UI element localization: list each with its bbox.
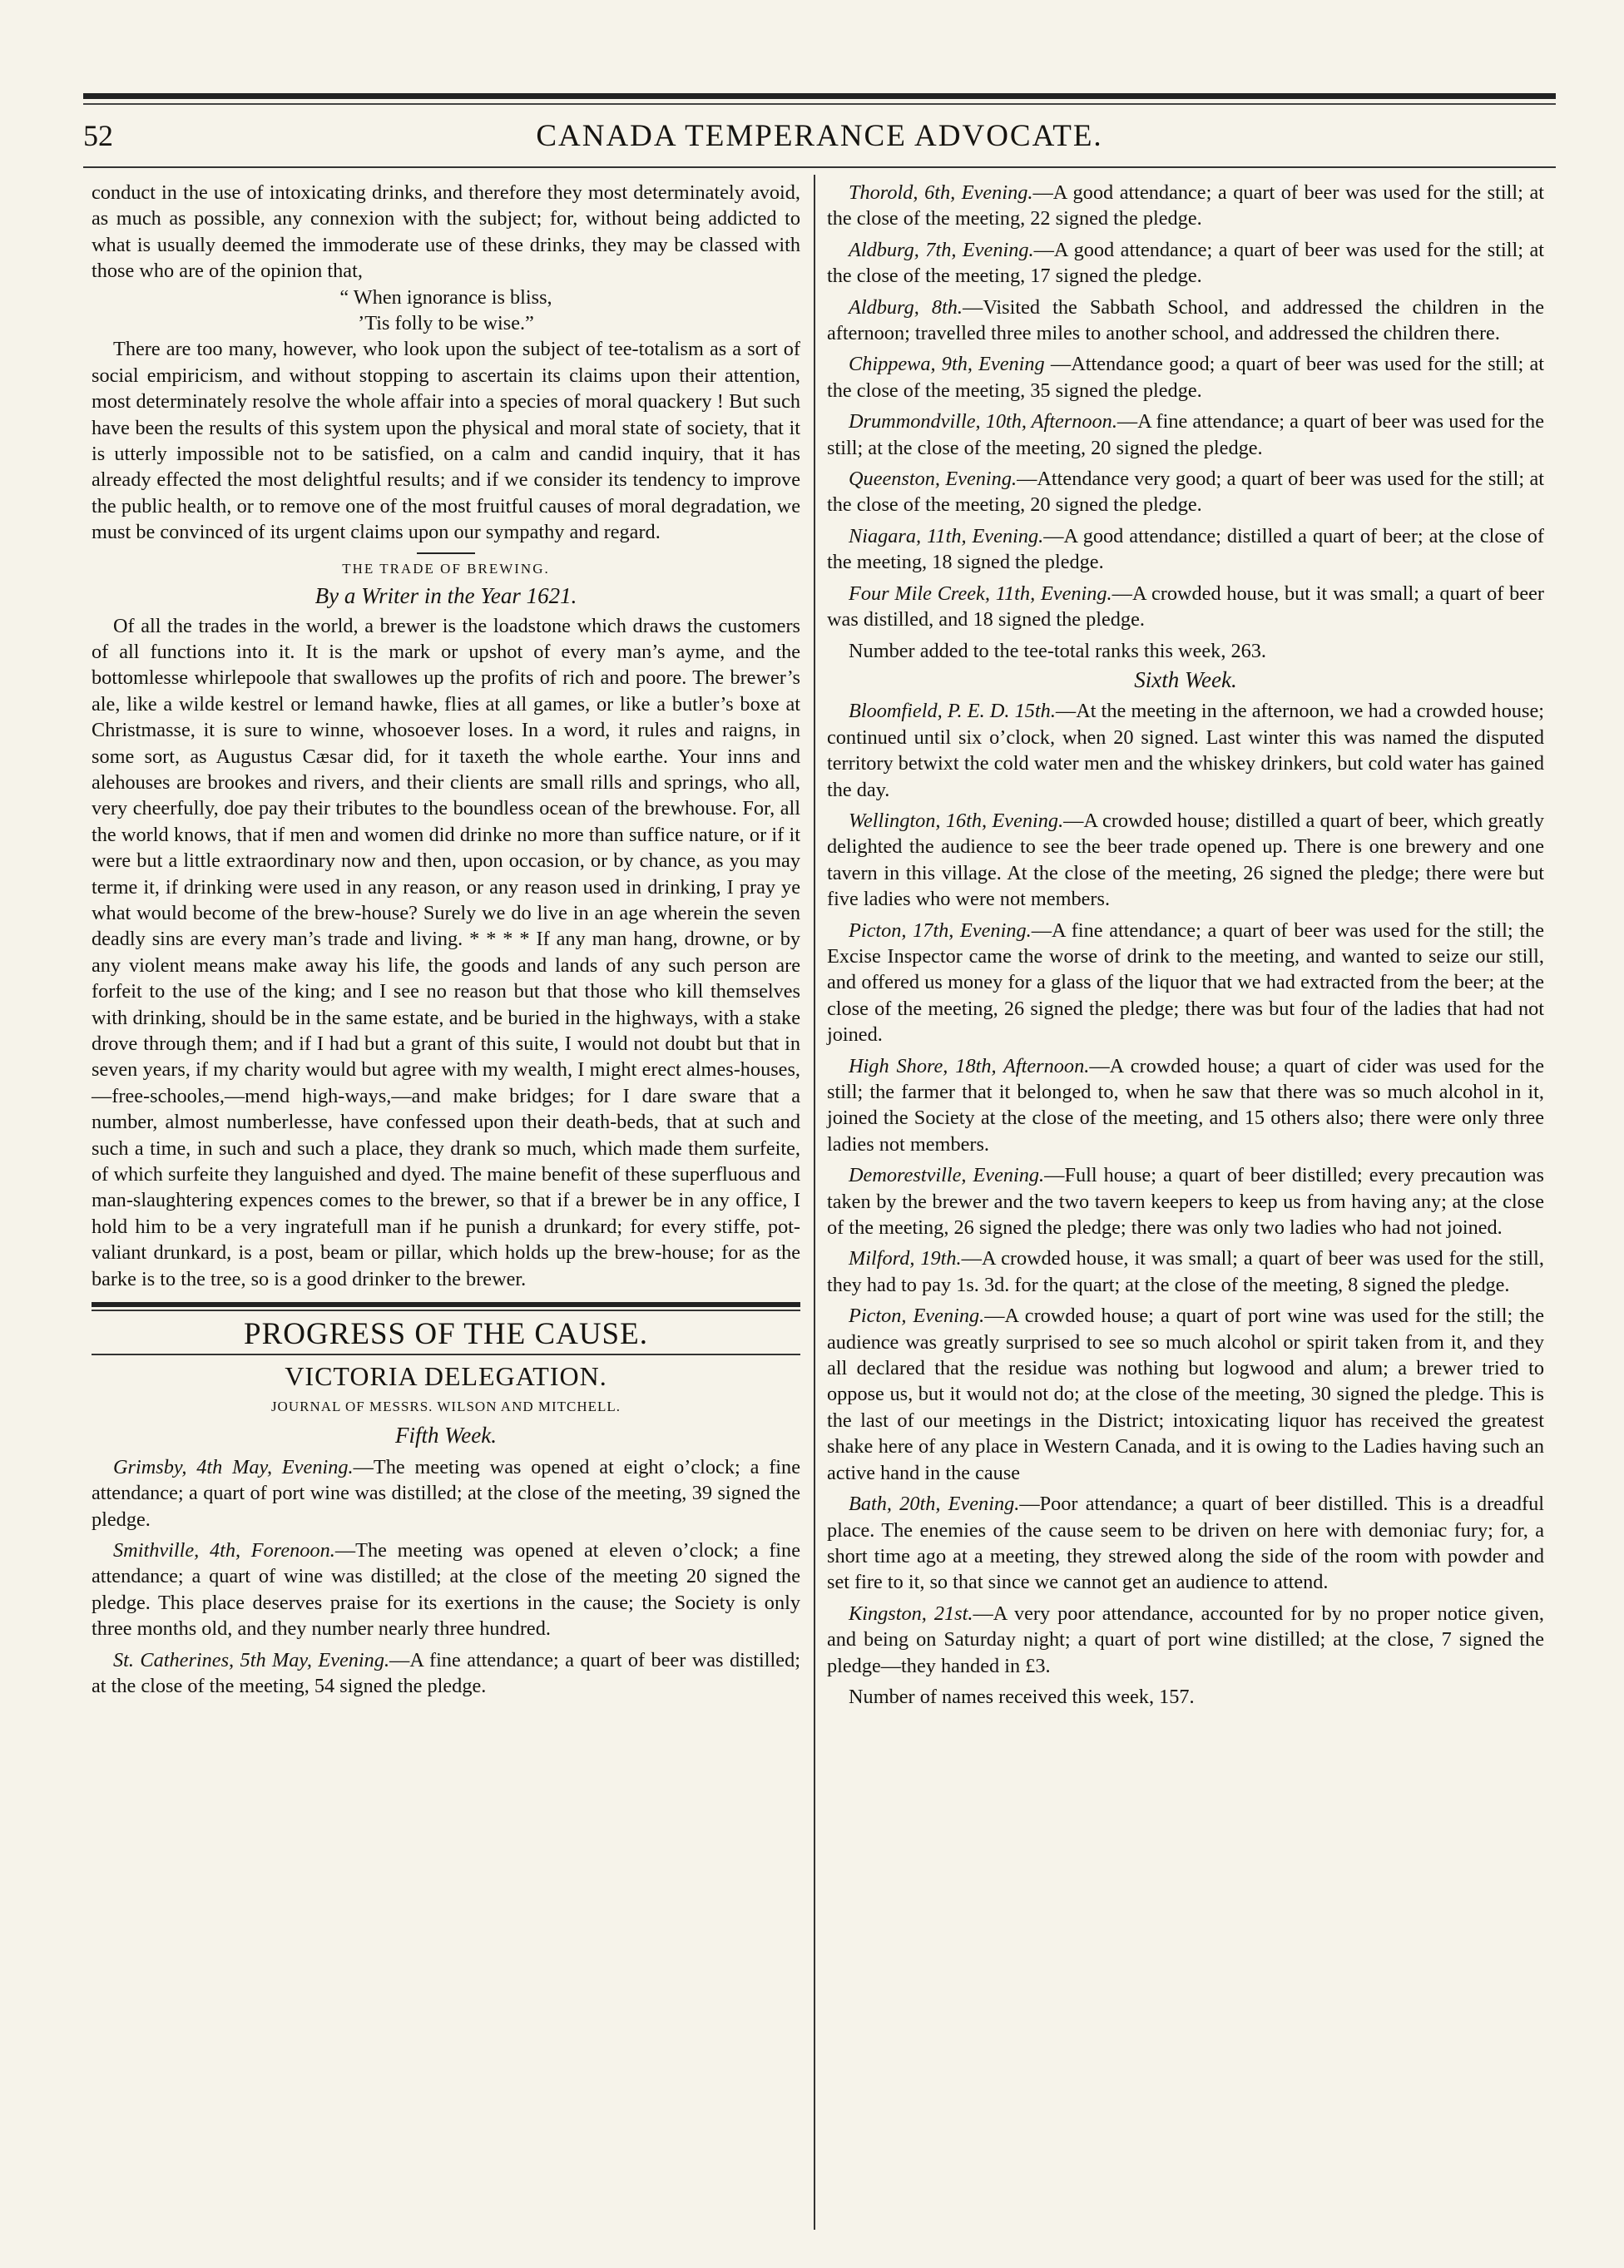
top-rule-thin (83, 103, 1556, 105)
entry-text: —Attendance good; a quart of beer was used for the still; at the close of the meeting, 35 signed the pledge. (827, 353, 1544, 402)
week-heading-sixth: Sixth Week. (1134, 666, 1237, 692)
double-rule-thick (92, 1302, 800, 1307)
entry-text: —A crowded house, it was small; a quart of beer was used for the still, they had to pay 1s. 3d. for the quart; at the close of the meeting, 8 signed the pledge. (827, 1247, 1545, 1296)
entry-place: Niagara, 11th, Evening. (849, 524, 1044, 547)
journal-entry (827, 581, 1544, 633)
top-rule (83, 93, 1556, 99)
entry-place: Aldburg, 8th. (849, 295, 963, 319)
entry-text: —A very poor attendance, accounted for by no proper notice given, and being on Saturday night; a quart of port wine distilled; at the close, 7 signed the pledge—they handed in £3. (827, 1602, 1545, 1677)
journal-entry (92, 1454, 800, 1533)
journal-entry (92, 1647, 800, 1700)
entry-text: —A fine attendance; a quart of beer was used for the still; at the close of the meeting, 20 signed the pledge. (827, 410, 1544, 459)
entry-place: Queenston, Evening. (849, 468, 1017, 491)
entry-text: —A crowded house; distilled a quart of beer, which greatly delighted the audience to see the beer trade opened up. There is one brewery and one tavern in this village. At the close of the meeting, 26 signed the pledge; there were but five ladies who were not members. (827, 809, 1544, 911)
journal-entry (827, 1053, 1544, 1158)
entry-text: —Visited the Sabbath School, and addressed the children in the afternoon; travelled three miles to another school, and addressed the children there. (827, 295, 1544, 345)
journal-entry (827, 918, 1544, 1048)
teetotalism-paragraph: There are too many, however, who look upon the subject of tee-totalism as a sort of social empiricism, and without stopping to ascertain its claims upon their attention, most determinately resolve the whole affair into a species of moral quackery ! But such have been the results of this system upon the physical and moral state of society, that it is utterly impossible not to be satisfied, on a calm and candid inquiry, that it has already effected the most delightful results; and if we consider its tendency to improve the public health, or to remove one of the most fruitful causes of moral degradation, we must be convinced of its urgent claims upon our sympathy and regard. (92, 338, 800, 544)
journal-entry (827, 466, 1544, 518)
header-rule (83, 166, 1556, 168)
entry-text: —The meeting was opened at eight o’clock; a fine attendance; a quart of port wine was distilled; at the close of the meeting, 39 signed the pledge. (92, 1455, 800, 1531)
entry-place: Thorold, 6th, Evening. (849, 181, 1033, 204)
journal-entry (827, 1245, 1544, 1298)
progress-section-title: PROGRESS OF THE CAUSE. (244, 1317, 648, 1352)
entry-place: Kingston, 21st. (849, 1602, 973, 1625)
journal-entry (827, 409, 1544, 461)
entry-text: —A crowded house; a quart of port wine was used for the still; the audience was greatly surprised to see so much alcohol or spirit taken from it, and they all declared that the residue was nothing but logwood and alum; a brewer tried to oppose us, but it would not do; at the close of the meeting, 30 signed the pledge. This is the last of our meetings in the District; intoxicating liquor has received the greatest shake here of any place in Western Canada, and it is owing to the Ladies having such an active hand in the cause (827, 1305, 1544, 1484)
verse-line-1: “ When ignorance is bliss, (339, 285, 552, 309)
week-heading-fifth: Fifth Week. (395, 1423, 497, 1448)
entry-place: Picton, Evening. (849, 1305, 985, 1328)
entry-text: —Poor attendance; a quart of beer distilled. This is a dreadful place. The enemies of the cause seem to be driven on here with demoniac fury; for, a short time ago at a meeting, they strewed along the side of the room with powder and set fire to it, so that since we cannot get an audience to attend. (827, 1493, 1544, 1594)
entry-text: —The meeting was opened at eleven o’clock; a fine attendance; a quart of wine was distilled; at the close of the meeting 20 signed the pledge. This place deserves praise for its exertions in the cause; the Society is only three months old, and they number nearly three hundred. (92, 1538, 800, 1641)
journal-entry (827, 351, 1544, 404)
entry-text: —Attendance very good; a quart of beer was used for the still; at the close of the meeting, 20 signed the pledge. (827, 468, 1544, 517)
entry-text: —A good attendance; a quart of beer was used for the still; at the close of the meeting, 22 signed the pledge. (827, 181, 1544, 230)
left-column (92, 180, 800, 1704)
journal-entry (827, 808, 1544, 913)
entry-place: Demorestville, Evening. (849, 1164, 1045, 1187)
right-column (827, 180, 1544, 1710)
week-total-sixth: Number of names received this week, 157. (849, 1685, 1195, 1708)
journal-entry (827, 295, 1544, 347)
entry-place: High Shore, 18th, Afternoon. (849, 1054, 1090, 1077)
journal-entry (827, 237, 1544, 290)
journal-entry (827, 1303, 1544, 1486)
page-number: 52 (83, 119, 113, 152)
entry-place: Picton, 17th, Evening. (849, 919, 1032, 942)
brewing-article-byline: By a Writer in the Year 1621. (314, 583, 577, 609)
newspaper-title: CANADA TEMPERANCE ADVOCATE. (536, 119, 1103, 153)
entry-place: Drummondville, 10th, Afternoon. (849, 410, 1117, 433)
column-divider (814, 175, 815, 2230)
journal-entry (827, 180, 1544, 232)
journal-entry (827, 1162, 1544, 1240)
journal-entry (92, 1538, 800, 1642)
entry-place: Four Mile Creek, 11th, Evening. (849, 582, 1112, 605)
entry-text: —A fine attendance; a quart of beer was distilled; at the close of the meeting, 54 signed the pledge. (92, 1648, 800, 1697)
entry-place: Wellington, 16th, Evening. (849, 809, 1064, 832)
brewing-article-title: THE TRADE OF BREWING. (342, 560, 550, 577)
double-rule-thin (92, 1310, 800, 1311)
intro-paragraph: conduct in the use of intoxicating drinks, and therefore they most determinately avoid, as much as possible, any connexion with the subject; for, without being addicted to what is usually deemed the immoderate use of these drinks, they may be classed with those who are of the opinion that, (92, 181, 800, 283)
verse-line-2: ’Tis folly to be wise.” (358, 312, 534, 335)
entry-text: —A good attendance; a quart of beer was used for the still; at the close of the meeting, 17 signed the pledge. (827, 238, 1544, 288)
entry-text: —A crowded house; a quart of cider was used for the still; the farmer that it belonged to, when he saw that there was so much alcohol in it, joined the Society at the close of the meeting, and 15 others also; there were only three ladies not members. (827, 1054, 1544, 1156)
page-header (83, 118, 1556, 165)
entry-place: Milford, 19th. (849, 1247, 962, 1270)
entry-text: —At the meeting in the afternoon, we had a crowded house; continued until six o’clock, when 20 signed. Last winter this was named the disputed territory betwixt the cold water men and the whiskey drinkers, but cold water has gained the day. (827, 700, 1544, 801)
delegation-title: VICTORIA DELEGATION. (285, 1361, 607, 1392)
entry-place: Bloomfield, P. E. D. 15th. (849, 700, 1056, 723)
journal-entry (827, 698, 1544, 803)
journal-entry (827, 1491, 1544, 1596)
journal-title: JOURNAL OF MESSRS. WILSON AND MITCHELL. (270, 1398, 621, 1414)
week-total-fifth: Number added to the tee-total ranks this week, 263. (849, 639, 1266, 662)
entry-place: Grimsby, 4th May, Evening. (113, 1455, 354, 1478)
entry-place: Aldburg, 7th, Evening. (849, 238, 1034, 261)
entry-place: St. Catherines, 5th May, Evening. (113, 1648, 390, 1671)
entry-place: Chippewa, 9th, Evening (849, 353, 1045, 376)
progress-rule (92, 1354, 800, 1355)
entry-text: —A crowded house, but it was small; a quart of beer was distilled, and 18 signed the pledge. (827, 582, 1544, 631)
entry-text: —A fine attendance; a quart of beer was used for the still; the Excise Inspector came the worse of drink to the meeting, and wanted to seize our still, and offered us money for a glass of the liquor that we had extracted from the beer; at the close of the meeting, 26 signed the pledge; there was but four of the ladies that had not joined. (827, 919, 1544, 1047)
brewing-article-text: Of all the trades in the world, a brewer is the loadstone which draws the customers of all functions into it. It is the mark or upshot of every man’s ayme, and the bottomlesse whirlepoole that swallowes up the profits of rich and poore. The brewer’s ale, like a wilde kestrel or lemand hawke, flies at all games, or like a butler’s boxe at Christmasse, it is sure to winne, whosoever loses. In a word, it rules and raigns, in some sort, as Augustus Cæsar did, for it taxeth the whole earthe. Your inns and alehouses are brookes and rivers, and their clients are small rills and springs, who all, very cheerfully, doe pay their tributes to the boundless ocean of the brewhouse. For, all the world knows, that if men and women did drinke no more than suffice nature, or if it were but a little extraordinary now and then, upon occasion, or by chance, as you may terme it, if drinking were used in any reason, or any reason used in drinking, I pray ye what would become of the brew-house? Surely we do live in an age wherein the seven deadly sins are every man’s trade and living. * * * * If any man hang, drowne, or by any violent means make away his life, the goods and lands of any such person are forfeit to the use of the king; and I see no reason but that those who kill themselves with drinking, should be in the same estate, and be buried in the highways, with a stake drove through them; and if I had but a grant of this suite, I would not doubt but that in seven years, if my charity would but agree with my wealth, I might erect almes-houses,—free-schooles,—mend high-ways,—and make bridges; for I dare sware that a number, almost numberlesse, have confessed upon their death-beds, that at such and such a time, in such and such a place, they drank so much, which made them surfeite, of which surfeite they languished and dyed. The maine benefit of these superfluous and man-slaughtering expences comes to the brewer, so that if a brewer be in any office, I hold him to be a very ingratefull man if he punish a drunkard; for every stiffe, pot-valiant drunkard, is a post, beam or pillar, which holds up the brew-house; for as the barke is to the tree, so is a good drinker to the brewer. (92, 614, 800, 1290)
journal-entry (827, 1601, 1544, 1679)
entry-text: —A good attendance; distilled a quart of beer; at the close of the meeting, 18 signed the pledge. (827, 524, 1545, 574)
entry-place: Bath, 20th, Evening. (849, 1493, 1020, 1516)
section-divider (417, 552, 475, 554)
entry-place: Smithville, 4th, Forenoon. (113, 1538, 335, 1562)
journal-entry (827, 523, 1544, 576)
entry-text: —Full house; a quart of beer distilled; every precaution was taken by the brewer and the two tavern keepers to keep us from having any; at the close of the meeting, 26 signed the pledge; there was only two ladies who had not joined. (827, 1164, 1545, 1240)
